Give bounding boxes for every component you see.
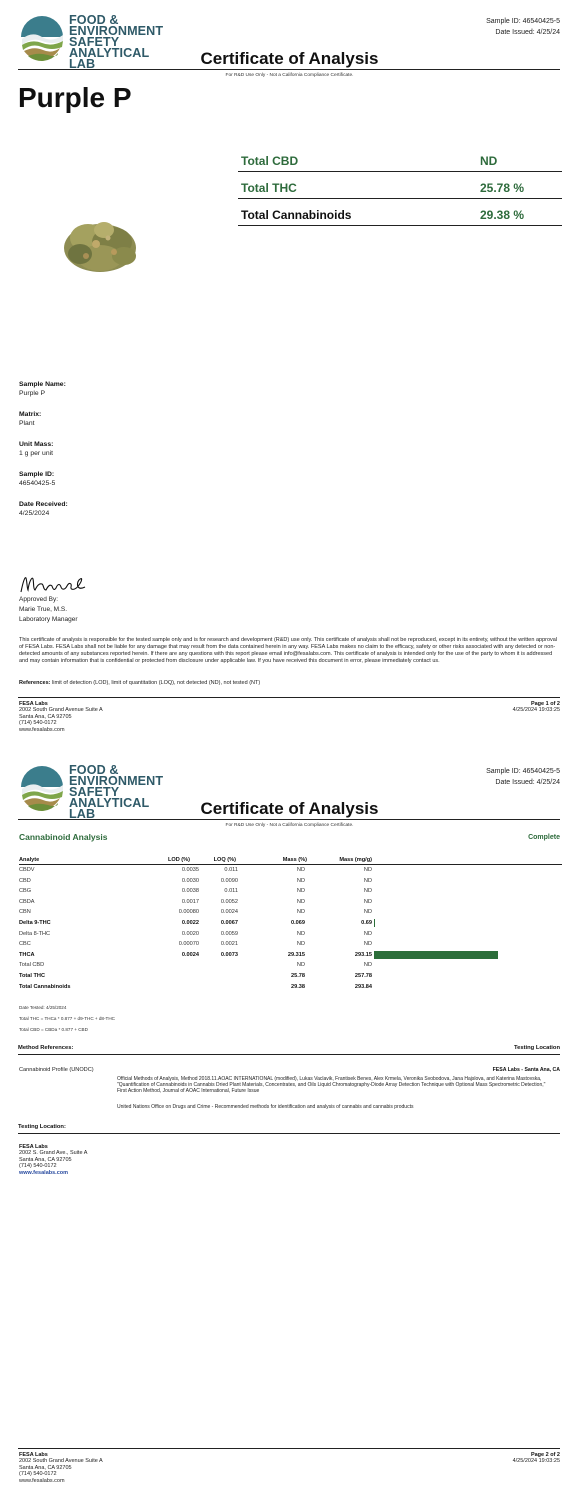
logo-line-3: SAFETY	[69, 35, 120, 49]
cell-loq: 0.011	[224, 867, 238, 873]
references-label: References:	[19, 680, 51, 686]
info-key: Unit Mass:	[19, 441, 54, 448]
cell-mass-mg: ND	[363, 898, 372, 905]
disclaimer-text: This certificate of analysis is responsible for the tested sample only and is for research and development (R&D) use only. This certificate of analysis shall not be reproduced, except in its entirety, without the written approval of FESA Labs. FESA Labs shall not be liable for any damage that may result from the data contained herein in any way. FESA Labs makes no claim to the efficacy, safety or other risks associated with any detected or non-detected amounts of any substances reported herein. If there are any questions with this report please email info@fesalabs.com. This certificate of analysis is intended only for the use of the party to whom it is addressed and may contain information that is confidential or protected from disclosure under applicable law. If you have received this document in error, please immediately contact us.	[19, 637, 558, 664]
cell-mass-mg: ND	[363, 962, 372, 969]
cell-analyte: THCA	[19, 951, 35, 958]
potency-bar	[374, 951, 498, 959]
lab-name: FESA Labs	[19, 1144, 48, 1150]
footer-addr-1: 2002 South Grand Avenue Suite A	[19, 1458, 103, 1465]
cell-mass: 29.315	[287, 951, 305, 958]
testing-location-divider	[18, 1133, 560, 1134]
info-value: Plant	[19, 420, 35, 427]
cell-loq: 0.0067	[220, 919, 238, 926]
header-mass-mg: Mass (mg/g)	[339, 857, 372, 863]
cell-mass: ND	[296, 962, 305, 969]
certificate-title: Certificate of Analysis	[200, 799, 379, 818]
footer-timestamp: 4/25/2024 19:03:25	[512, 707, 560, 714]
lab-address	[19, 1144, 87, 1176]
sample-id-header: Sample ID: 46540425-5	[486, 18, 560, 25]
footer-lab-name: FESA Labs	[19, 701, 48, 707]
cell-loq: 0.0021	[220, 941, 238, 948]
summary-label: Total CBD	[241, 154, 299, 168]
cell-lod: 0.0017	[181, 898, 199, 905]
logo-line-1: FOOD &	[69, 13, 119, 27]
info-key: Matrix:	[19, 411, 42, 418]
signature-image	[19, 572, 89, 596]
table-row	[19, 950, 562, 961]
cell-mass: ND	[296, 930, 305, 937]
date-tested: Date Tested: 4/25/2024	[19, 1005, 67, 1010]
certificate-title: Certificate of Analysis	[200, 49, 379, 68]
table-row	[19, 907, 562, 918]
title-divider	[18, 69, 560, 70]
cell-mass: ND	[296, 898, 305, 905]
method-divider	[18, 1054, 560, 1055]
footer-addr-2: Santa Ana, CA 92705	[19, 713, 72, 720]
cell-mass-mg: ND	[363, 930, 372, 937]
table-row	[19, 918, 562, 929]
method-references-header	[18, 1045, 560, 1051]
logo-line-4: ANALYTICAL LAB	[69, 796, 150, 821]
summary-row-total-cbd	[238, 145, 562, 172]
cell-lod: 0.0022	[181, 919, 199, 926]
cell-mass-mg: ND	[363, 888, 372, 895]
footer-page-info	[513, 701, 560, 714]
cell-mass-mg: 293.15	[354, 951, 372, 958]
cell-analyte: CBD	[19, 877, 31, 884]
footer-page-info	[513, 1452, 560, 1465]
cell-analyte: CBC	[19, 941, 31, 948]
table-row	[19, 876, 562, 887]
cell-mass: ND	[296, 867, 305, 873]
method-description: Official Methods of Analysis, Method 2018.11.AOAC INTERNATIONAL (modified), Lukas Vaclavik, Frantisek Benes, Alex Krmela, Veronika Svobodova, Jana Hajslova, and Katerina Mastovska, "Quantification of Cannabinoids in Cannabis Dried Plant Materials, Concentrates, and Oils Liquid Chromatography-Diode Array Detection Technique with Optional Mass Spectrometric Detection," First Action Method, Journal of AOAC International, Future Issue	[117, 1076, 546, 1095]
cell-analyte: CBG	[19, 888, 32, 895]
table-row	[19, 960, 562, 971]
table-row	[19, 897, 562, 908]
footer-website[interactable]: www.fesalabs.com	[19, 726, 65, 733]
footer-page-number: Page 2 of 2	[530, 1452, 560, 1458]
logo-line-4: ANALYTICAL LAB	[69, 46, 150, 71]
footer-phone: (714) 540-0172	[19, 720, 57, 727]
cell-analyte: Total THC	[19, 972, 45, 979]
cell-mass: ND	[296, 888, 305, 895]
cell-analyte: Delta 8-THC	[19, 930, 51, 937]
summary-label: Total Cannabinoids	[241, 208, 352, 222]
info-value: 46540425-5	[19, 480, 56, 487]
cell-loq: 0.0090	[220, 877, 238, 884]
references-text: limit of detection (LOD), limit of quantitation (LOQ), not detected (ND), not tested (NT)	[52, 680, 261, 686]
potency-summary	[238, 145, 562, 226]
page-2	[0, 745, 579, 1500]
footer-divider	[18, 1448, 560, 1449]
cell-mass-mg: ND	[363, 941, 372, 948]
summary-value: ND	[480, 154, 498, 168]
method-name: Cannabinoid Profile (UNODC)	[19, 1067, 94, 1073]
lab-addr-1: 2002 S. Grand Ave., Suite A	[19, 1150, 88, 1157]
product-name: Purple P	[18, 82, 132, 113]
references-line	[19, 680, 260, 686]
sample-info	[19, 380, 68, 530]
method-description-unodc: United Nations Office on Drugs and Crime - Recommended methods for identification and analysis of cannabis and cannabis products	[117, 1104, 414, 1110]
cell-mass-mg: ND	[363, 909, 372, 916]
logo-line-3: SAFETY	[69, 785, 120, 799]
cell-loq: 0.0059	[220, 930, 238, 937]
status-badge: Complete	[528, 834, 560, 841]
summary-label: Total THC	[241, 181, 297, 195]
cell-mass-mg: ND	[363, 867, 372, 873]
sample-id-header: Sample ID: 46540425-5	[486, 768, 560, 775]
cell-lod: 0.0020	[181, 930, 199, 937]
info-value: 1 g per unit	[19, 450, 54, 457]
info-key: Sample Name:	[19, 381, 66, 388]
footer-page-number: Page 1 of 2	[530, 701, 560, 707]
testing-location-section-label: Testing Location:	[18, 1124, 66, 1130]
header-mass: Mass (%)	[282, 857, 307, 863]
formula-total-thc: Total THC = THCa * 0.877 + d9-THC + d8-THC	[19, 1016, 115, 1021]
info-key: Sample ID:	[19, 471, 55, 478]
header-loq: LOQ (%)	[213, 857, 236, 863]
cell-mass-mg: ND	[363, 877, 372, 884]
summary-row-total-cannabinoids	[238, 199, 562, 226]
approver-name: Marie True, M.S.	[19, 606, 68, 613]
method-references-label: Method References:	[18, 1045, 74, 1051]
table-header	[19, 856, 562, 865]
cell-lod: 0.0024	[181, 951, 199, 958]
summary-row-total-thc	[238, 172, 562, 199]
date-issued-header: Date Issued: 4/25/24	[495, 778, 560, 786]
rnd-note: For R&D Use Only - Not a California Compliance Certificate.	[225, 73, 354, 78]
cell-mass: ND	[296, 941, 305, 948]
table-row	[19, 865, 562, 876]
info-value: Purple P	[19, 390, 46, 397]
product-photo	[52, 208, 147, 283]
cell-analyte: Total CBD	[19, 962, 45, 969]
approval-block	[19, 595, 78, 625]
footer-addr-1: 2002 South Grand Avenue Suite A	[19, 707, 103, 714]
cell-analyte: Total Cannabinoids	[19, 983, 71, 990]
info-value: 4/25/2024	[19, 510, 50, 517]
title-divider	[18, 819, 560, 820]
table-row	[19, 929, 562, 940]
cell-lod: 0.0035	[181, 867, 199, 873]
summary-value: 29.38 %	[480, 208, 525, 222]
rnd-note: For R&D Use Only - Not a California Compliance Certificate.	[225, 823, 354, 828]
cell-mass: ND	[296, 877, 305, 884]
table-row	[19, 886, 562, 897]
date-issued-header: Date Issued: 4/25/24	[495, 28, 560, 36]
logo-line-2: ENVIRONMENT	[69, 774, 164, 788]
logo-line-2: ENVIRONMENT	[69, 24, 164, 38]
page-1	[0, 0, 579, 745]
cell-lod: 0.0038	[181, 888, 199, 895]
header-lod: LOD (%)	[167, 857, 190, 863]
footer-addr-2: Santa Ana, CA 92705	[19, 1464, 72, 1471]
lab-phone: (714) 540-0172	[19, 1163, 57, 1170]
table-row	[19, 982, 562, 993]
cell-mass: ND	[296, 909, 305, 916]
lab-addr-2: Santa Ana, CA 92705	[19, 1156, 72, 1163]
cell-mass-mg: 257.78	[354, 972, 372, 979]
cell-loq: 0.0052	[220, 898, 238, 905]
footer-timestamp: 4/25/2024 19:03:25	[512, 1458, 560, 1465]
table-row	[19, 971, 562, 982]
cannabinoid-table	[19, 856, 562, 992]
sample-header	[486, 17, 560, 38]
formula-total-cbd: Total CBD = CBDa * 0.877 + CBD	[19, 1027, 88, 1032]
footer-lab-name: FESA Labs	[19, 1452, 48, 1458]
sample-header	[486, 767, 560, 788]
cell-loq: 0.0024	[220, 909, 238, 916]
footer-divider	[18, 697, 560, 698]
table-body	[19, 865, 562, 992]
header-analyte: Analyte	[19, 857, 40, 863]
cell-analyte: CBN	[19, 909, 31, 916]
cannabinoid-analysis-title: Cannabinoid Analysis	[19, 832, 108, 842]
cell-lod: 0.0030	[181, 877, 199, 884]
lab-website-link[interactable]: www.fesalabs.com	[19, 1169, 69, 1176]
footer-address	[19, 701, 103, 733]
cell-analyte: CBDV	[19, 867, 35, 873]
testing-location-label: Testing Location	[514, 1045, 560, 1051]
method-location: FESA Labs - Santa Ana, CA	[492, 1067, 560, 1073]
approver-title: Laboratory Manager	[19, 616, 78, 623]
logo-line-1: FOOD &	[69, 763, 119, 777]
cell-loq: 0.011	[224, 888, 238, 895]
approved-by-label: Approved By:	[19, 596, 59, 603]
summary-value: 25.78 %	[480, 181, 525, 195]
cell-lod: 0.00070	[178, 941, 199, 948]
table-row	[19, 939, 562, 950]
testing-location-header	[18, 1124, 560, 1130]
cell-mass: 29.38	[291, 983, 305, 990]
cell-lod: 0.00080	[178, 909, 199, 916]
footer-website[interactable]: www.fesalabs.com	[19, 1477, 65, 1484]
cell-mass-mg: 0.69	[361, 919, 372, 926]
cell-mass: 0.069	[291, 919, 305, 926]
potency-bar	[374, 919, 375, 927]
cell-mass-mg: 293.84	[354, 983, 372, 990]
footer-phone: (714) 540-0172	[19, 1471, 57, 1478]
footer-address	[19, 1452, 103, 1484]
cell-analyte: Delta 9-THC	[19, 919, 51, 926]
cell-mass: 25.78	[291, 972, 305, 979]
cell-analyte: CBDA	[19, 898, 35, 905]
info-key: Date Received:	[19, 501, 68, 508]
cell-loq: 0.0073	[220, 951, 238, 958]
